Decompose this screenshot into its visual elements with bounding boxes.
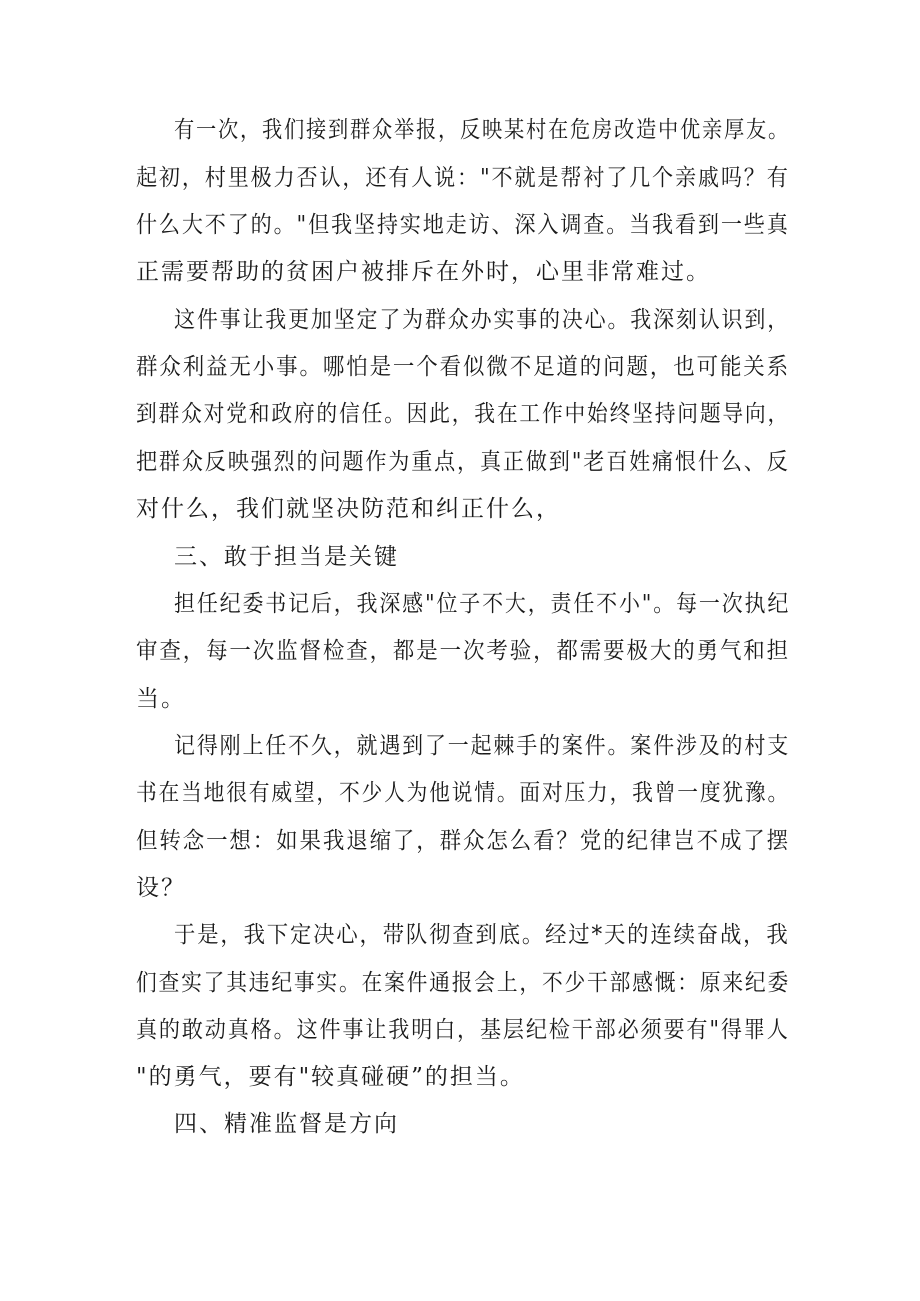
text-line: 审查，每一次监督检查，都是一次考验，都需要极大的勇气和担 <box>136 638 791 664</box>
text-line: 到群众对党和政府的信任。因此，我在工作中始终坚持问题导向， <box>136 401 791 427</box>
text-line: 们查实了其违纪事实。在案件通报会上，不少干部感慨：原来纪委 <box>136 970 791 996</box>
text-line: 担任纪委书记后，我深感"位子不大，责任不小"。每一次执纪 <box>174 591 791 617</box>
text-line: 群众利益无小事。哪怕是一个看似微不足道的问题，也可能关系 <box>136 354 791 380</box>
text-line: "的勇气，要有"较真碰硬”的担当。 <box>136 1064 525 1090</box>
text-line: 这件事让我更加坚定了为群众办实事的决心。我深刻认识到， <box>174 307 791 333</box>
text-line: 真的敢动真格。这件事让我明白，基层纪检干部必须要有"得罪人 <box>136 1017 790 1043</box>
text-line: 把群众反映强烈的问题作为重点，真正做到"老百姓痛恨什么、反 <box>136 449 790 475</box>
section-heading: 三、敢于担当是关键 <box>174 544 399 570</box>
text-line: 有一次，我们接到群众举报，反映某村在危房改造中优亲厚友。 <box>174 117 790 143</box>
text-line: 当。 <box>136 686 186 712</box>
text-line: 正需要帮助的贫困户被排斥在外时，心里非常难过。 <box>136 259 711 285</box>
text-line: 但转念一想：如果我退缩了，群众怎么看？党的纪律岂不成了摆 <box>136 828 791 854</box>
text-line: 设？ <box>136 875 186 901</box>
section-heading: 四、精准监督是方向 <box>174 1111 399 1137</box>
text-line: 于是，我下定决心，带队彻查到底。经过*天的连续奋战，我 <box>174 922 790 948</box>
text-line: 起初，村里极力否认，还有人说："不就是帮衬了几个亲戚吗？有 <box>136 165 790 191</box>
text-line: 对什么，我们就坚决防范和纠正什么， <box>136 496 561 522</box>
text-line: 什么大不了的。"但我坚持实地走访、深入调查。当我看到一些真 <box>136 212 790 238</box>
text-line: 记得刚上任不久，就遇到了一起棘手的案件。案件涉及的村支 <box>174 733 791 759</box>
text-line: 书在当地很有威望，不少人为他说情。面对压力，我曾一度犹豫。 <box>136 780 791 806</box>
